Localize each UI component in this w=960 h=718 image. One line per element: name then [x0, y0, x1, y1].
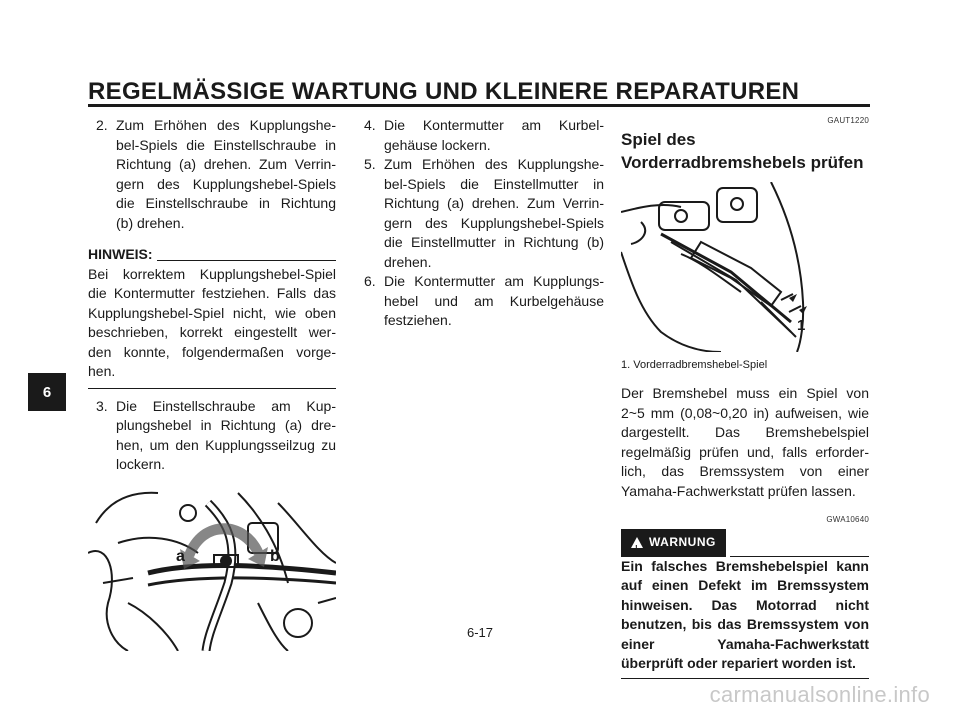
label-1: 1: [797, 317, 806, 334]
label-a: a: [176, 547, 185, 565]
step-number: 3.: [96, 397, 108, 414]
section-title-line-2: Vorderradbremshebels prüfen: [621, 153, 864, 172]
step-text: Zum Erhöhen des Kupplungshe-bel-Spiels die Einstellmutter in Richtung (a) drehen. Zum Verrin-gern des Kupplungshebel-Spiels die Einstellmutter in Richtung (b) drehen.: [384, 156, 604, 270]
page-header-title: REGELMÄSSIGE WARTUNG UND KLEINERE REPARATUREN: [88, 78, 800, 105]
chapter-tab: 6: [28, 373, 66, 411]
watermark: carmanualsonline.info: [709, 682, 930, 707]
label-b: b: [270, 547, 280, 565]
left-column: [88, 116, 336, 651]
step-3: [88, 397, 336, 475]
warning-code: GWA10640: [826, 515, 869, 524]
photo-caption: 1. Vorderradbremshebel-Spiel: [621, 359, 768, 371]
middle-column: [356, 116, 604, 331]
right-column: [621, 116, 869, 679]
step-4: [356, 116, 604, 155]
warning-text: Ein falsches Bremshebelspiel kann auf einen Defekt im Bremssystem hinweisen. Das Motorrad nicht benutzen, bis das Bremssystem von einer Yamaha-Fachwerkstatt überprüft oder repariert worden ist.: [621, 557, 869, 671]
step-text: Die Kontermutter am Kurbel-gehäuse lockern.: [384, 117, 604, 153]
note-text: Bei korrektem Kupplungshebel-Spiel die Kontermutter festziehen. Falls das Kupplungshebel-Spiel nicht, wie oben beschrieben, korrekt eingestellt wer-den konnte, folgendermaßen vorge-hen.: [88, 265, 336, 379]
warning-badge: [621, 529, 726, 557]
step-text: Zum Erhöhen des Kupplungshe-bel-Spiels die Einstellschraube in Richtung (a) drehen. Zum Verrin-gern des Kupplungshebel-Spiels die Einstellschraube in Richtung (b) drehen.: [116, 117, 336, 231]
body-text: Der Bremshebel muss ein Spiel von 2~5 mm (0,08~0,20 in) aufweisen, wie dargestellt. Das Bremshebelspiel regelmäßig prüfen und, falls erforder-lich, das Bremssystem von einer Yamaha-Fachwerkstatt prüfen lassen.: [621, 385, 869, 499]
section-code: GAUT1220: [827, 116, 869, 125]
step-number: 2.: [96, 117, 108, 133]
note-end-rule: [88, 388, 336, 389]
note-heading: [88, 245, 336, 265]
step-2: [88, 116, 336, 233]
step-text: Die Kontermutter am Kupplungs-hebel und am Kurbelgehäuse festziehen.: [384, 273, 604, 328]
step-number: 4.: [364, 117, 376, 133]
step-number: 6.: [364, 273, 376, 289]
header-rule: [88, 104, 870, 107]
warning-end-rule: [621, 678, 869, 679]
section-title-line-1: Spiel des: [621, 130, 696, 149]
step-6: [356, 272, 604, 331]
warning-label: WARNUNG: [649, 535, 716, 549]
section-title: [621, 128, 869, 174]
step-5: [356, 155, 604, 272]
note-title: HINWEIS:: [88, 246, 153, 262]
warning-triangle-icon: !: [631, 537, 643, 548]
step-number: 5.: [364, 156, 376, 172]
warning-heading: [621, 529, 869, 557]
step-text: Die Einstellschraube am Kup-plungshebel in Richtung (a) dre-hen, um den Kupplungsseilzug zu lockern.: [116, 397, 336, 472]
page-number: 6-17: [466, 625, 494, 640]
note-rule: [157, 260, 336, 261]
brake-lever-photo: [621, 182, 811, 352]
